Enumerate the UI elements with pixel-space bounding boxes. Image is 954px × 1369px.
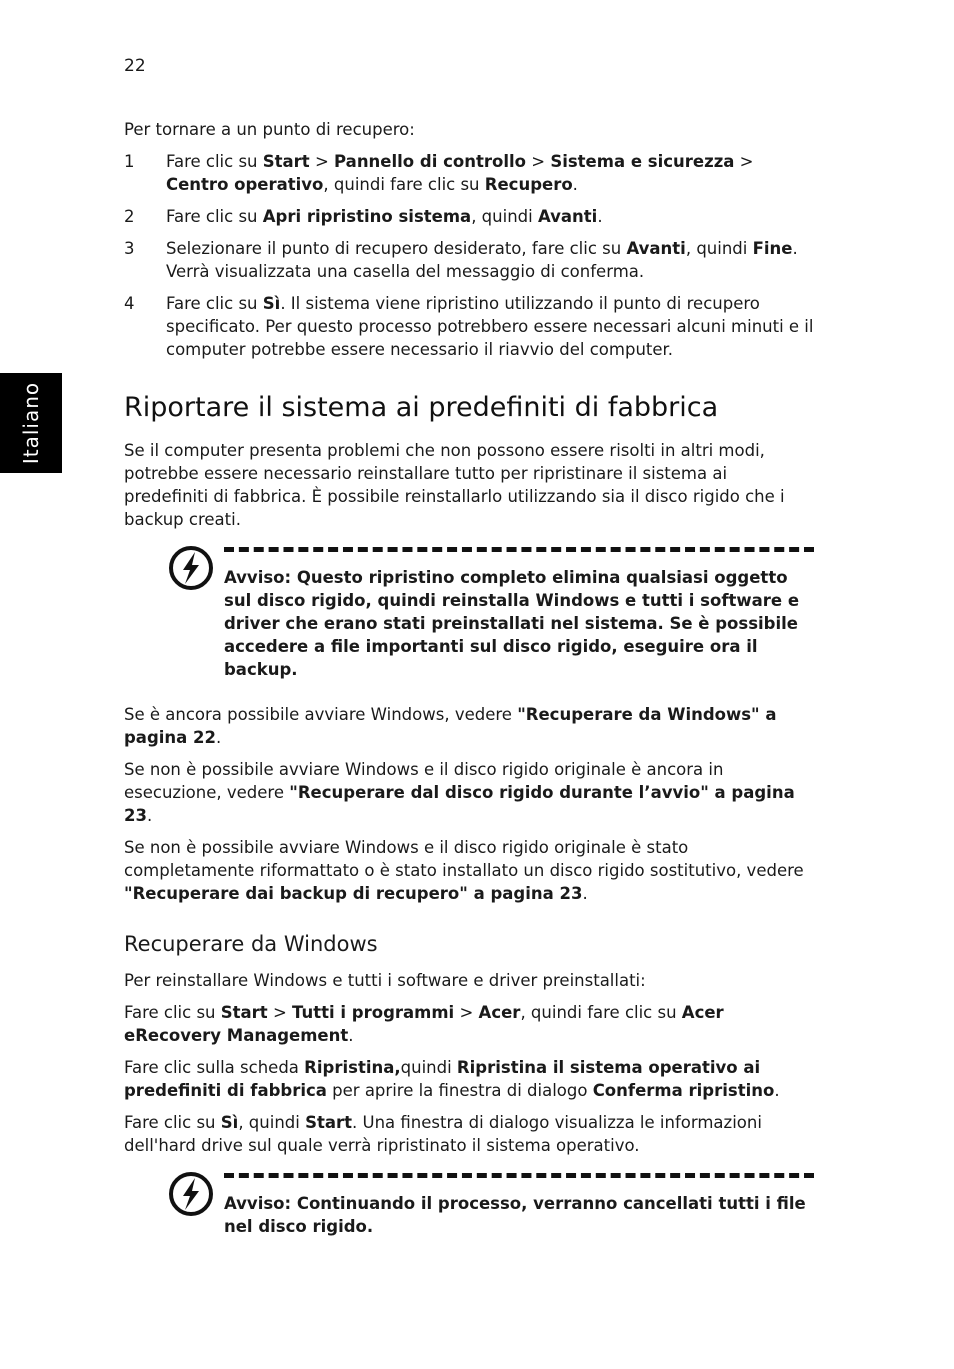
- language-side-tab: [0, 373, 62, 473]
- text: Fare clic su: [124, 1113, 221, 1132]
- text: Fare clic su: [124, 1003, 221, 1022]
- section-intro: Se il computer presenta problemi che non possono essere risolti in altri modi, potrebbe essere necessario reinstallare tutto per ripristinare il sistema ai predefiniti di fabbrica. È possibile reinstallarlo utilizzando sia il disco rigido che i backup creati.: [124, 441, 785, 529]
- ref-text: .: [216, 728, 222, 747]
- step-text: Fare clic su: [166, 207, 263, 226]
- reference-paragraph: [124, 836, 814, 905]
- page-reference-link[interactable]: "Recuperare da Windows" a pagina 22: [124, 705, 777, 747]
- page-reference-link[interactable]: "Recuperare dal disco rigido durante l’avvio" a pagina 23: [124, 783, 795, 825]
- subsection-paragraph: [124, 1056, 814, 1102]
- step-text: , quindi: [685, 239, 753, 258]
- step-text: >: [525, 152, 551, 171]
- warning-lightning-icon: [168, 1171, 214, 1217]
- warning-text: Avviso: Continuando il processo, verranno cancellati tutti i file nel disco rigido.: [224, 1194, 806, 1236]
- bold-text: Acer eRecovery Management: [124, 1003, 724, 1045]
- step-text: >: [734, 152, 754, 171]
- ref-text: .: [146, 806, 153, 825]
- step-bold: Start: [262, 152, 310, 171]
- subsection-paragraph: Per reinstallare Windows e tutti i software e driver preinstallati:: [124, 971, 646, 990]
- text: .: [774, 1081, 780, 1100]
- bold-text: Conferma ripristino: [592, 1081, 775, 1100]
- ref-text: Se è ancora possibile avviare Windows, vedere: [124, 705, 518, 724]
- ref-text: .: [582, 884, 588, 903]
- ref-text: Se non è possibile avviare Windows e il disco rigido originale è ancora in esecuzione, vedere: [124, 760, 724, 802]
- step-bold: Recupero: [484, 175, 573, 194]
- list-item: [124, 292, 814, 361]
- page-reference-link[interactable]: "Recuperare dai backup di recupero" a pagina 23: [124, 884, 583, 903]
- step-bold: Sì: [262, 294, 281, 313]
- text: >: [267, 1003, 293, 1022]
- warning-box: [124, 547, 814, 681]
- page-content: [124, 118, 814, 1260]
- ref-text: Se non è possibile avviare Windows e il disco rigido originale è stato completamente riformattato o è stato installato un disco rigido sostitutivo, vedere: [124, 838, 804, 880]
- subsection-heading: Recuperare da Windows: [124, 932, 378, 956]
- bold-text: Acer: [478, 1003, 521, 1022]
- step-text: .: [597, 207, 603, 226]
- step-text: Fare clic su: [166, 294, 263, 313]
- text: . Una finestra di dialogo visualizza le informazioni dell'hard drive sul quale verrà ripristinato il sistema operativo.: [124, 1113, 762, 1155]
- reference-paragraph: [124, 703, 814, 749]
- intro-text: Per tornare a un punto di recupero:: [124, 120, 415, 139]
- bold-text: Start: [220, 1003, 268, 1022]
- step-number: 2: [124, 207, 135, 226]
- language-label: Italiano: [19, 381, 43, 465]
- list-item: [124, 205, 814, 228]
- step-bold: Avanti: [537, 207, 598, 226]
- subsection-paragraph: [124, 1001, 814, 1047]
- step-bold: Sistema e sicurezza: [550, 152, 735, 171]
- section-heading: Riportare il sistema ai predefiniti di fabbrica: [124, 392, 719, 423]
- text: quindi: [400, 1058, 457, 1077]
- step-number: 4: [124, 294, 135, 313]
- text: , quindi: [238, 1113, 306, 1132]
- step-text: . Verrà visualizzata una casella del messaggio di conferma.: [166, 239, 798, 281]
- step-text: Fare clic su: [166, 152, 263, 171]
- step-bold: Pannello di controllo: [334, 152, 526, 171]
- text: >: [454, 1003, 479, 1022]
- text: per aprire la finestra di dialogo: [326, 1081, 593, 1100]
- text: Fare clic sulla scheda: [124, 1058, 305, 1077]
- subsection-paragraph: [124, 1111, 814, 1157]
- warning-box: [124, 1173, 814, 1238]
- bold-text: Start: [305, 1113, 353, 1132]
- step-text: . Il sistema viene ripristino utilizzando il punto di recupero specificato. Per questo processo potrebbero essere necessari alcuni minuti e il computer potrebbe essere necessario il riavvio del computer.: [166, 294, 814, 359]
- page-number: 22: [124, 56, 146, 76]
- step-number: 3: [124, 239, 135, 258]
- bold-text: Ripristina il sistema operativo ai predefiniti di fabbrica: [124, 1058, 761, 1100]
- list-item: [124, 237, 814, 283]
- step-bold: Fine: [752, 239, 793, 258]
- text: .: [348, 1026, 354, 1045]
- step-bold: Avanti: [626, 239, 686, 258]
- text: , quindi fare clic su: [520, 1003, 682, 1022]
- step-text: .: [572, 175, 578, 194]
- reference-paragraph: [124, 758, 814, 827]
- step-text: , quindi fare clic su: [323, 175, 485, 194]
- bold-text: Sì: [220, 1113, 239, 1132]
- step-text: Selezionare il punto di recupero desiderato, fare clic su: [166, 239, 627, 258]
- step-text: , quindi: [471, 207, 538, 226]
- list-item: [124, 150, 814, 196]
- warning-text: Avviso: Questo ripristino completo elimina qualsiasi oggetto sul disco rigido, quindi reinstalla Windows e tutti i software e driver che erano stati preinstallati nel sistema. Se è possibile accedere a file importanti sul disco rigido, eseguire ora il backup.: [224, 568, 800, 679]
- step-bold: Centro operativo: [166, 175, 324, 194]
- dotted-divider: [224, 547, 814, 552]
- step-bold: Apri ripristino sistema: [262, 207, 472, 226]
- bold-text: Tutti i programmi: [292, 1003, 455, 1022]
- warning-lightning-icon: [168, 545, 214, 591]
- steps-list: [124, 150, 814, 361]
- step-number: 1: [124, 152, 135, 171]
- bold-text: Ripristina,: [304, 1058, 401, 1077]
- step-text: >: [309, 152, 335, 171]
- dotted-divider: [224, 1173, 814, 1178]
